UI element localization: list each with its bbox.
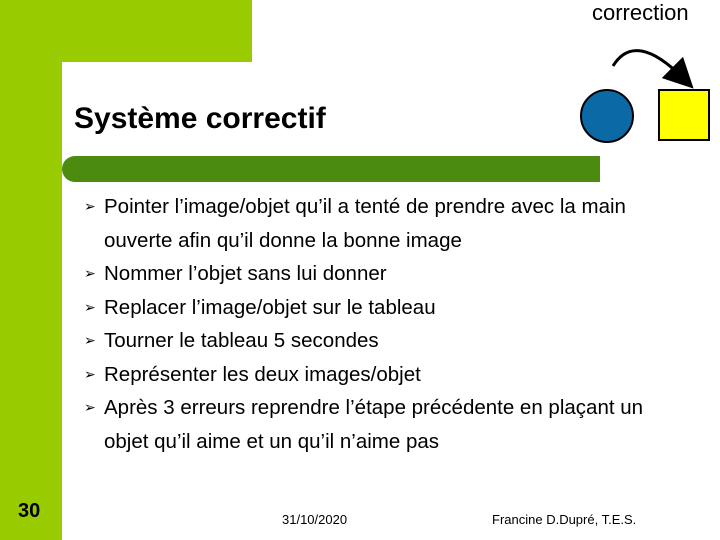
accent-corner [62, 62, 102, 102]
top-accent-bar [0, 0, 252, 62]
blue-circle-icon [581, 90, 633, 142]
footer-author: Francine D.Dupré, T.E.S. [492, 512, 637, 527]
left-accent-bar [0, 0, 62, 540]
arrow-bullet-icon: ➢ [84, 365, 96, 382]
arrow-bullet-icon: ➢ [84, 198, 96, 214]
arrow-bullet-icon: ➢ [84, 265, 96, 281]
bullet-item: ➢ Après 3 erreurs reprendre l’étape précédente en plaçant un objet qu’il aime et un qu’il n’aime pas [84, 391, 684, 458]
arrow-bullet-icon: ➢ [84, 332, 96, 348]
bullet-item: ➢ Représenter les deux images/objet [84, 358, 684, 392]
footer-date: 31/10/2020 [282, 512, 348, 527]
bullet-item: ➢ Replacer l’image/objet sur le tableau [84, 291, 684, 325]
correction-diagram [575, 30, 715, 150]
yellow-square-icon [659, 90, 709, 140]
bullet-item: ➢ Nommer l’objet sans lui donner [84, 257, 684, 291]
arrow-bullet-icon: ➢ [84, 399, 96, 415]
bullet-item: ➢ Tourner le tableau 5 secondes [84, 324, 684, 358]
title-underline [62, 156, 600, 182]
slide-number: 30 [18, 500, 41, 522]
correction-label: correction [592, 0, 689, 25]
arrow-bullet-icon: ➢ [84, 298, 96, 315]
slide-title: Système correctif [74, 102, 326, 135]
bullet-item: ➢ Pointer l’image/objet qu’il a tenté de prendre avec la main ouverte afin qu’il donne la bonne image [84, 190, 684, 257]
bullet-list [84, 190, 684, 458]
curved-arrow-icon [613, 51, 683, 78]
